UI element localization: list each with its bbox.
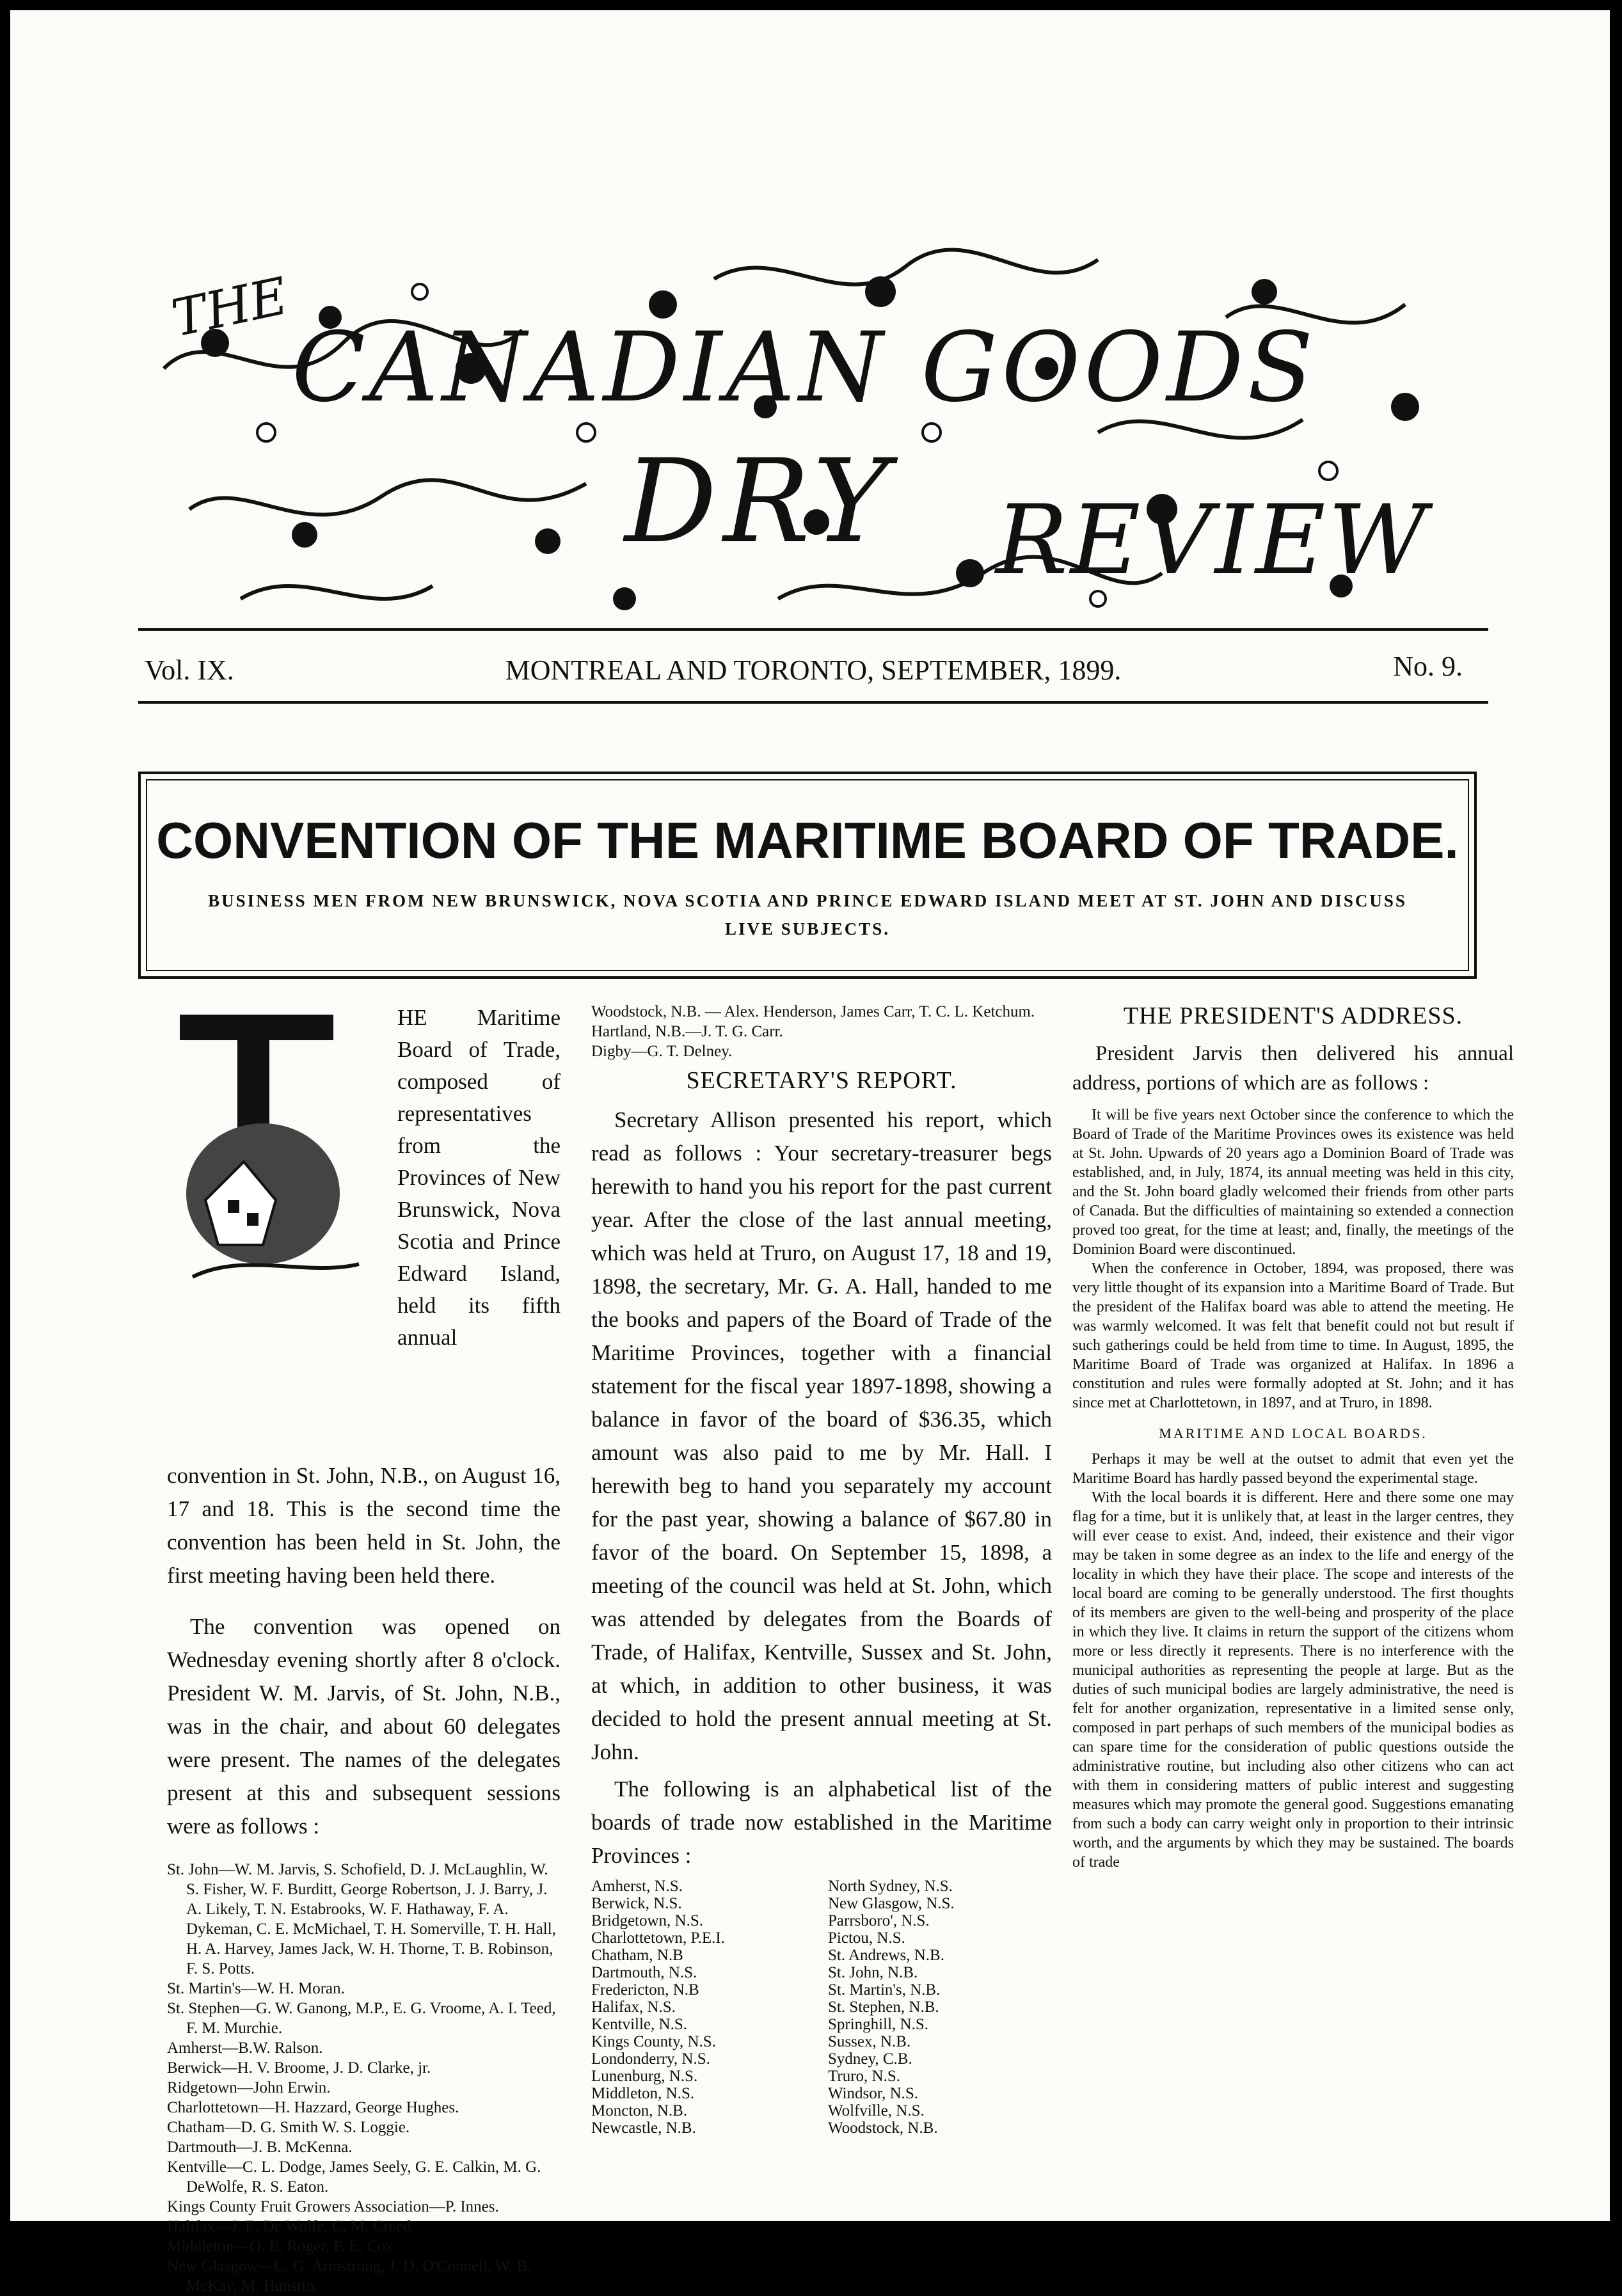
list-item: Middleton, N.S. (591, 2085, 695, 2102)
headline-box (138, 772, 1477, 979)
list-item: Berwick, N.S. (591, 1895, 682, 1912)
list-item: Pictou, N.S. (828, 1929, 905, 1947)
list-item: Moncton, N.B. (591, 2102, 687, 2119)
list-item: Ridgetown—John Erwin. (167, 2079, 331, 2096)
dateline (138, 650, 1488, 695)
newspaper-page (10, 10, 1610, 2295)
headline-title: CONVENTION OF THE MARITIME BOARD OF TRADE. (156, 812, 1459, 869)
col2-paragraph-1: Secretary Allison presented his report, which read as follows : Your secretary-treasurer begs herewith to hand you his report for the past current year. After the close of the last annual meeting, which was held at Truro, on August 17, 18 and 19, 1898, the secretary, Mr. G. A. Hall, handed to me the books and papers of the Board of Trade of the Maritime Provinces, together with a financial statement for the fiscal year 1897-1898, showing a balance in favor of the board of $36.35, which amount was also paid to me by Mr. Hall. I herewith beg to hand you separately my account for the past year, showing a balance of $67.80 in favor of the board. On September 15, 1898, a meeting of the council was held at St. John, which was attended by delegates from the Boards of Trade, of Halifax, Kentville, Sussex and St. John, at which, in addition to other business, it was decided to hold the present annual meeting at St. John. (591, 1107, 1052, 1764)
list-item: Springhill, N.S. (828, 2016, 928, 2033)
list-item: Berwick—H. V. Broome, J. D. Clarke, jr. (167, 2059, 431, 2077)
list-item: Halifax, N.S. (591, 1999, 676, 2016)
col3-paragraph-3: Perhaps it may be well at the outset to admit that even yet the Maritime Board has hardly passed beyond the experimental stage. (1072, 1451, 1514, 1487)
list-item: Wolfville, N.S. (828, 2102, 925, 2119)
boards-list-left (591, 1878, 802, 2137)
maritime-local-boards-subheading: MARITIME AND LOCAL BOARDS. (1159, 1425, 1427, 1441)
masthead-review: REVIEW (996, 485, 1429, 596)
list-item: Truro, N.S. (828, 2068, 901, 2085)
column-2 (591, 1002, 1052, 2137)
secretary-report-heading: SECRETARY'S REPORT. (686, 1067, 957, 1094)
list-item: St. John, N.B. (828, 1964, 918, 1981)
list-item: Halifax—J. E. De Wolfe, C. M. Creed. (167, 2218, 415, 2235)
delegates-list (167, 1860, 561, 2296)
list-item: Chatham, N.B (591, 1947, 683, 1964)
list-item: Kings County Fruit Growers Association—P. Innes. (167, 2198, 499, 2215)
boards-list-right (828, 1878, 1039, 2137)
top-rule (138, 628, 1488, 631)
col3-paragraph-1: It will be five years next October since the conference to which the Board of Trade of the Maritime Provinces owes its existence was held at St. John. Upwards of 20 years ago a Dominion Board of Trade was established, and, in July, 1874, its annual meeting was held in this city, and the St. John board gladly welcomed their friends from other parts of Canada. But the difficulties of maintaining so extended a connection proved too great, for the time at least; and, finally, the meetings of the Dominion Board were discontinued. (1072, 1107, 1514, 1258)
list-item: Dartmouth, N.S. (591, 1964, 697, 1981)
list-item: St. Andrews, N.B. (828, 1947, 944, 1964)
list-item: Hartland, N.B.—J. T. G. Carr. (591, 1023, 783, 1040)
masthead-the: THE (166, 265, 293, 349)
president-address-heading: THE PRESIDENT'S ADDRESS. (1123, 1002, 1463, 1029)
list-item: Fredericton, N.B (591, 1981, 699, 1999)
volume-number: Vol. IX. (145, 654, 234, 686)
list-item: St. John—W. M. Jarvis, S. Schofield, D. J. McLaughlin, W. S. Fisher, W. F. Burditt, George Robertson, J. J. Barry, J. A. Likely, T. N. Estabrooks, W. F. Hathaway, F. A. Dykeman, C. E. McMichael, T. H. Somerville, T. H. Hall, H. A. Harvey, James Jack, W. H. Thorne, T. B. Robinson, F. S. Potts. (167, 1861, 556, 1977)
col3-paragraph-4: With the local boards it is different. Here and there some one may flag for a time, but it is unlikely that, at least in the larger centres, they will ever cease to exist. And, indeed, their existence and their vigor may be taken in some degree as an index to the life and energy of the locality in which they have their place. The scope and interests of the local board are coming to be generally understood. The first thoughts of its members are given to the well-being and prosperity of the place in which they live. It claims in return the support of the citizens whom more or less directly it represents. There is no interference with the municipal authorities as representing the people at large. But as the duties of such municipal bodies are largely administrative, the need is felt for another organization, representative in a limited sense only, composed in part perhaps of such members of the municipal bodies as can spare time for the consideration of public questions outside the administrative routine, but including also other citizens who can act with them in considering matters of public interest and suggesting measures which may promote the general good. Suggestions emanating from such a body can carry weight only in proportion to their intrinsic worth, and the arguments by which they may be sustained. The boards of trade (1072, 1489, 1514, 1871)
president-address-intro: President Jarvis then delivered his annual address, portions of which are as follows : (1072, 1042, 1514, 1095)
list-item: Digby—G. T. Delney. (591, 1043, 733, 1060)
dropcap-t-illustration (167, 1008, 385, 1283)
list-item: Newcastle, N.B. (591, 2119, 696, 2137)
list-item: Bridgetown, N.S. (591, 1912, 703, 1929)
list-item: Kentville, N.S. (591, 2016, 687, 2033)
list-item: Amherst, N.S. (591, 1878, 683, 1895)
list-item: Sydney, C.B. (828, 2050, 912, 2068)
list-item: Woodstock, N.B. — Alex. Henderson, James Carr, T. C. L. Ketchum. (591, 1003, 1035, 1020)
column-1 (167, 1002, 561, 2296)
list-item: Londonderry, N.S. (591, 2050, 710, 2068)
col3-paragraph-2: When the conference in October, 1894, was proposed, there was very little thought of its expansion into a Maritime Board of Trade. But the president of the Halifax board was able to attend the meeting. He was warmly welcomed. It was felt that benefit could not but result if such gatherings could be held from time to time. In August, 1895, the Maritime Board of Trade was organized at Halifax. In 1896 a constitution and rules were formally adopted at St. John; and it has since met at Charlottetown, in 1897, and at Truro, in 1898. (1072, 1260, 1514, 1411)
list-item: Dartmouth—J. B. McKenna. (167, 2139, 353, 2156)
list-item: North Sydney, N.S. (828, 1878, 953, 1895)
list-item: Kings County, N.S. (591, 2033, 716, 2050)
list-item: St. Martin's, N.B. (828, 1981, 941, 1999)
boards-of-trade-list (591, 1878, 1052, 2137)
masthead-dry: DRY (624, 435, 896, 569)
place-and-date: MONTREAL AND TORONTO, SEPTEMBER, 1899. (505, 654, 1122, 686)
headline-subtitle: BUSINESS MEN FROM NEW BRUNSWICK, NOVA SCOTIA AND PRINCE EDWARD ISLAND MEET AT ST. JOHN AND DISCUSS LIVE SUBJECTS. (208, 891, 1407, 938)
list-item: New Glasgow—C. G. Armstrong, J. D. O'Connell, W. B. McKay, M. Hunstin. (167, 2258, 532, 2295)
list-item: St. Stephen—G. W. Ganong, M.P., E. G. Vroome, A. I. Teed, F. M. Murchie. (167, 2000, 556, 2037)
list-item: Charlottetown—H. Hazzard, George Hughes. (167, 2099, 459, 2116)
list-item: Amherst—B.W. Ralson. (167, 2039, 323, 2057)
list-item: Charlottetown, P.E.I. (591, 1929, 726, 1947)
list-item: Sussex, N.B. (828, 2033, 911, 2050)
list-item: Middleton—O. E. Roger, F. E. Cox. (167, 2238, 398, 2255)
dropcap-paragraph: HE Maritime Board of Trade, composed of representatives from the Provinces of New Brunswick, Nova Scotia and Prince Edward Island, held its fifth annual (397, 1005, 561, 1350)
bottom-rule (138, 701, 1488, 704)
list-item: Windsor, N.S. (828, 2085, 919, 2102)
list-item: Kentville—C. L. Dodge, James Seely, G. E. Calkin, M. G. DeWolfe, R. S. Eaton. (167, 2158, 541, 2196)
list-item: Lunenburg, N.S. (591, 2068, 698, 2085)
issue-number: No. 9. (1393, 651, 1463, 682)
list-item: New Glasgow, N.S. (828, 1895, 955, 1912)
col2-paragraph-2: The following is an alphabetical list of the boards of trade now established in the Maritime Provinces : (591, 1777, 1052, 1868)
list-item: Parrsboro', N.S. (828, 1912, 930, 1929)
list-item: Woodstock, N.B. (828, 2119, 938, 2137)
col1-paragraph-2: The convention was opened on Wednesday evening shortly after 8 o'clock. President W. M. Jarvis, of St. John, N.B., was in the chair, and about 60 delegates were present. The names of the delegates present at this and subsequent sessions were as follows : (167, 1614, 561, 1839)
column-3 (1072, 1002, 1514, 1872)
masthead-logo (138, 241, 1495, 637)
list-item: St. Martin's—W. H. Moran. (167, 1980, 345, 1997)
masthead-canadian-goods: CANADIAN GOODS (292, 312, 1317, 424)
list-item: St. Stephen, N.B. (828, 1999, 939, 2016)
list-item: Chatham—D. G. Smith W. S. Loggie. (167, 2119, 410, 2136)
col1-paragraph-1: convention in St. John, N.B., on August 16, 17 and 18. This is the second time the convention has been held in St. John, the first meeting having been held there. (167, 1463, 561, 1588)
